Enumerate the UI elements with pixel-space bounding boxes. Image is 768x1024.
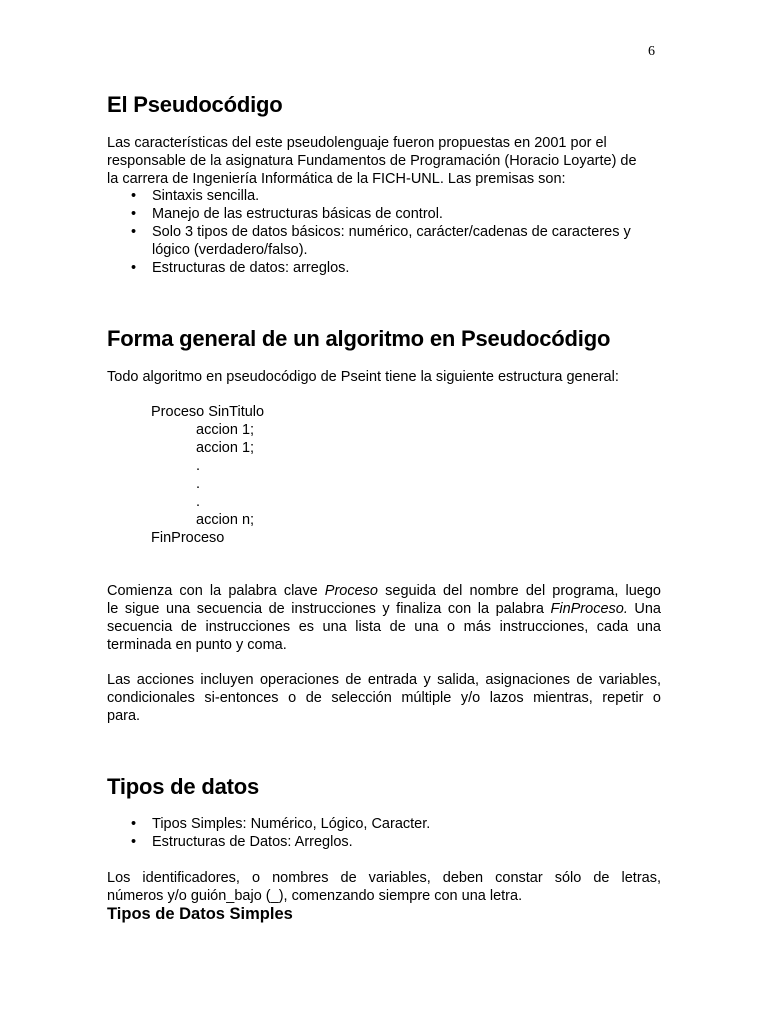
text-line: terminada en punto y coma. [107,637,287,653]
text-span: le sigue una secuencia de instrucciones y finaliza con la palabra [107,601,551,617]
text-span: Comienza con la palabra clave [107,583,325,599]
text-line: números y/o guión_bajo (_), comenzando siempre con una letra. [107,888,523,904]
list-item: • Sintaxis sencilla. [107,187,661,205]
list-item: • Estructuras de datos: arreglos. [107,259,661,277]
section2-intro [107,368,661,386]
text-line: Las acciones incluyen operaciones de entrada y salida, asignaciones de variables, [107,672,661,688]
section2-paragraph-1 [107,582,661,654]
code-line: . [196,476,201,492]
code-line: Proceso SinTitulo [151,404,265,420]
section-title-pseudocodigo: El Pseudocódigo [107,92,283,117]
text-line: Todo algoritmo en pseudocódigo de Pseint tiene la siguiente estructura general: [107,369,619,385]
subsection-title-tipos-simples: Tipos de Datos Simples [107,905,293,923]
text-span: Una [627,601,661,617]
list-item: • Solo 3 tipos de datos básicos: numérico, carácter/cadenas de caracteres y lógico (verdadero/falso). [107,223,661,259]
section3-paragraph [107,869,661,905]
text-span: seguida del nombre del programa, luego [378,583,661,599]
text-line: Las características del este pseudolenguaje fueron propuestas en 2001 por el [107,135,607,151]
list-item: • Tipos Simples: Numérico, Lógico, Caracter. [107,815,661,833]
section-title-tipos-de-datos: Tipos de datos [107,774,260,799]
text-line: secuencia de instrucciones es una lista de una o más instrucciones, cada una [107,619,661,635]
code-line: . [196,458,201,474]
text-line: responsable de la asignatura Fundamentos de Programación (Horacio Loyarte) de [107,153,637,169]
keyword-proceso: Proceso [324,583,378,599]
section-title-forma-general: Forma general de un algoritmo en Pseudocódigo [107,326,611,351]
code-line: accion 1; [196,422,255,438]
keyword-finproceso: FinProceso. [550,601,628,617]
code-line: FinProceso [151,530,225,546]
section1-bullet-list [107,187,661,277]
text-line: Los identificadores, o nombres de variables, deben constar sólo de letras, [107,870,661,886]
text-line: la carrera de Ingeniería Informática de la FICH-UNL. Las premisas son: [107,171,566,187]
page-number: 6 [648,44,655,59]
code-line: . [196,494,201,510]
list-item: • Manejo de las estructuras básicas de control. [107,205,661,223]
code-line: accion 1; [196,440,255,456]
text-line [107,582,661,600]
pseudocode-example [151,403,264,547]
section2-paragraph-2 [107,671,661,725]
code-line: accion n; [196,512,255,528]
text-line: para. [107,708,141,724]
text-line: condicionales si-entonces o de selección múltiple y/o lazos mientras, repetir o [107,690,661,706]
list-item: • Estructuras de Datos: Arreglos. [107,833,661,851]
section3-bullet-list [107,815,661,851]
text-line [107,600,661,618]
section1-intro [107,134,661,188]
